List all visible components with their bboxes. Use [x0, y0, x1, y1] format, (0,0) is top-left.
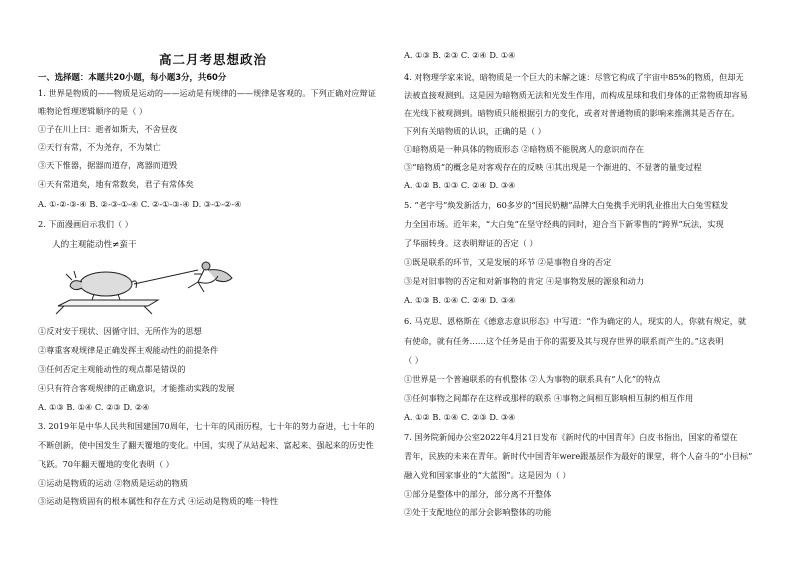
q5-options-3-4: ③是对旧事物的否定和对新事物的肯定 ④是事物发展的源泉和动力 — [404, 276, 645, 286]
q6-stem-line-2: 有使命，就有任务……这个任务是由于你的需要及其与现存世界的联系而产生的。”这表明 — [404, 336, 724, 346]
q5-stem-line-2: 力全国市场。近年来，“大白兔”在坚守经典的同时，迎合当下新零售的“跨界”玩法，实现 — [404, 219, 724, 229]
cartoon-caption: 人的主观能动性≠蛮干 — [52, 240, 137, 250]
q6-options-1-2: ①世界是一个普遍联系的有机整体 ②人为事物的联系具有“人化”的特点 — [404, 374, 661, 384]
q4-stem-line-4: 下列有关暗物质的认识，正确的是（ ） — [404, 126, 546, 136]
exam-title: 高二月考思想政治 — [158, 52, 267, 67]
q4-options-1-2: ①暗物质是一种具体的物质形态 ②暗物质不能脱离人的意识而存在 — [404, 144, 645, 154]
section-heading: 一、选择题：本题共20小题，每小题3分，共60分 — [38, 72, 227, 82]
q4-answers: A. ①② B. ①③ C. ②④ D. ③④ — [404, 180, 516, 190]
q3-stem-line-1: 3. 2019年是中华人民共和国建国70周年，七十年的风雨历程，七十年的努力奋进，七十年的 — [38, 421, 375, 431]
q5-options-1-2: ①既是联系的环节，又是发展的环节 ②是事物自身的否定 — [404, 257, 612, 267]
q6-options-3-4: ③任何事物之间都存在这样或那样的联系 ④事物之间相互影响相互制约相互作用 — [404, 393, 694, 403]
q1-answers: A. ①-②-③-④ B. ②-③-①-④ C. ②-①-③-④ D. ③-①-②-④ — [38, 199, 242, 209]
q3-stem-line-3: 飞跃。70年翻天覆地的变化表明（ ） — [38, 459, 174, 469]
q7-option-2: ②处于支配地位的部分会影响整体的功能 — [404, 507, 552, 517]
q4-stem-line-2: 法被直接观测到。这是因为暗物质无法和光发生作用，而构成星球和我们身体的正常物质却容易 — [404, 90, 748, 100]
q5-stem-line-3: 了华丽转身。这表明辩证的否定（ ） — [404, 238, 538, 248]
q1-option-2: ②天行有常，不为尧存，不为桀亡 — [38, 142, 161, 152]
q3-options-1-2: ①运动是物质的运动 ②物质是运动的物质 — [38, 478, 188, 488]
q2-stem: 2. 下面漫画启示我们（ ） — [38, 219, 133, 229]
q4-options-3-4: ③“暗物质”的概念是对客观存在的反映 ④其出现是一个渐进的、不显著的量变过程 — [404, 162, 702, 172]
q1-option-4: ④天有常道矣，地有常数矣，君子有常体矣 — [38, 179, 194, 189]
cartoon-image — [48, 258, 248, 318]
q6-stem-line-3: （ ） — [404, 355, 423, 365]
q7-stem-line-1: 7. 国务院新闻办公室2022年4月21日发布《新时代的中国青年》白皮书指出，国家的希望在 — [404, 432, 738, 442]
q4-stem-line-3: 在光线下被观测到。暗物质只能根据引力的变化，或者对普通物质的影响来推测其是否存在。 — [404, 108, 740, 118]
q2-option-1: ①反对安于现状、因循守旧、无所作为的思想 — [38, 326, 202, 336]
q2-option-3: ③任何否定主观能动性的观点都是错误的 — [38, 364, 186, 374]
q1-stem-line-2: 唯物论哲理逻辑顺序的是（ ） — [38, 106, 148, 116]
q1-option-1: ①子在川上曰：逝者如斯夫，不舍昼夜 — [38, 124, 178, 134]
q6-answers: A. ①② B. ①④ C. ②③ D. ③④ — [404, 412, 516, 422]
q1-option-3: ③天下惟器，据器而道存，离器而道毁 — [38, 160, 178, 170]
q7-stem-line-3: 融入党和国家事业的“大蓝图”。这是因为（ ） — [404, 470, 571, 480]
q5-answers: A. ①③ B. ①④ C. ②④ D. ③④ — [404, 295, 516, 305]
q2-option-4: ④只有符合客观规律的正确意识，才能推动实践的发展 — [38, 383, 235, 393]
q4-stem-line-1: 4. 对物理学家来说，暗物质是一个巨大的未解之谜：尽管它构成了宇宙中85%的物质，但却无 — [404, 72, 744, 82]
q2-answers: A. ①③ B. ①④ C. ②③ D. ②④ — [38, 402, 150, 412]
q3-answers: A. ①③ B. ②③ C. ②④ D. ①④ — [404, 50, 516, 60]
q1-stem-line-1: 1. 世界是物质的——物质是运动的——运动是有规律的——规律是客观的。下列正确对应辩证 — [38, 88, 376, 98]
q6-stem-line-1: 6. 马克思、恩格斯在《德意志意识形态》中写道：“作为确定的人，现实的人，你就有规定，就 — [404, 316, 747, 326]
q5-stem-line-1: 5. “老字号”焕发新活力，60多岁的“国民奶糖”品牌大白兔携手光明乳业推出大白兔雪糕发 — [404, 200, 729, 210]
q2-option-2: ②尊重客观规律是正确发挥主观能动性的前提条件 — [38, 345, 219, 355]
q3-stem-line-2: 不断创新，使中国发生了翻天覆地的变化。中国，实现了从站起来、富起来、强起来的历史性 — [38, 440, 374, 450]
q7-option-1: ①部分是整体中的部分，部分离不开整体 — [404, 489, 552, 499]
q3-options-3-4: ③运动是物质固有的根本属性和存在方式 ④运动是物质的唯一特性 — [38, 496, 279, 506]
q7-stem-line-2: 青年，民族的未来在青年。新时代中国青年were跟基层作为最好的课堂，将个人奋斗的“小目标” — [404, 451, 753, 461]
